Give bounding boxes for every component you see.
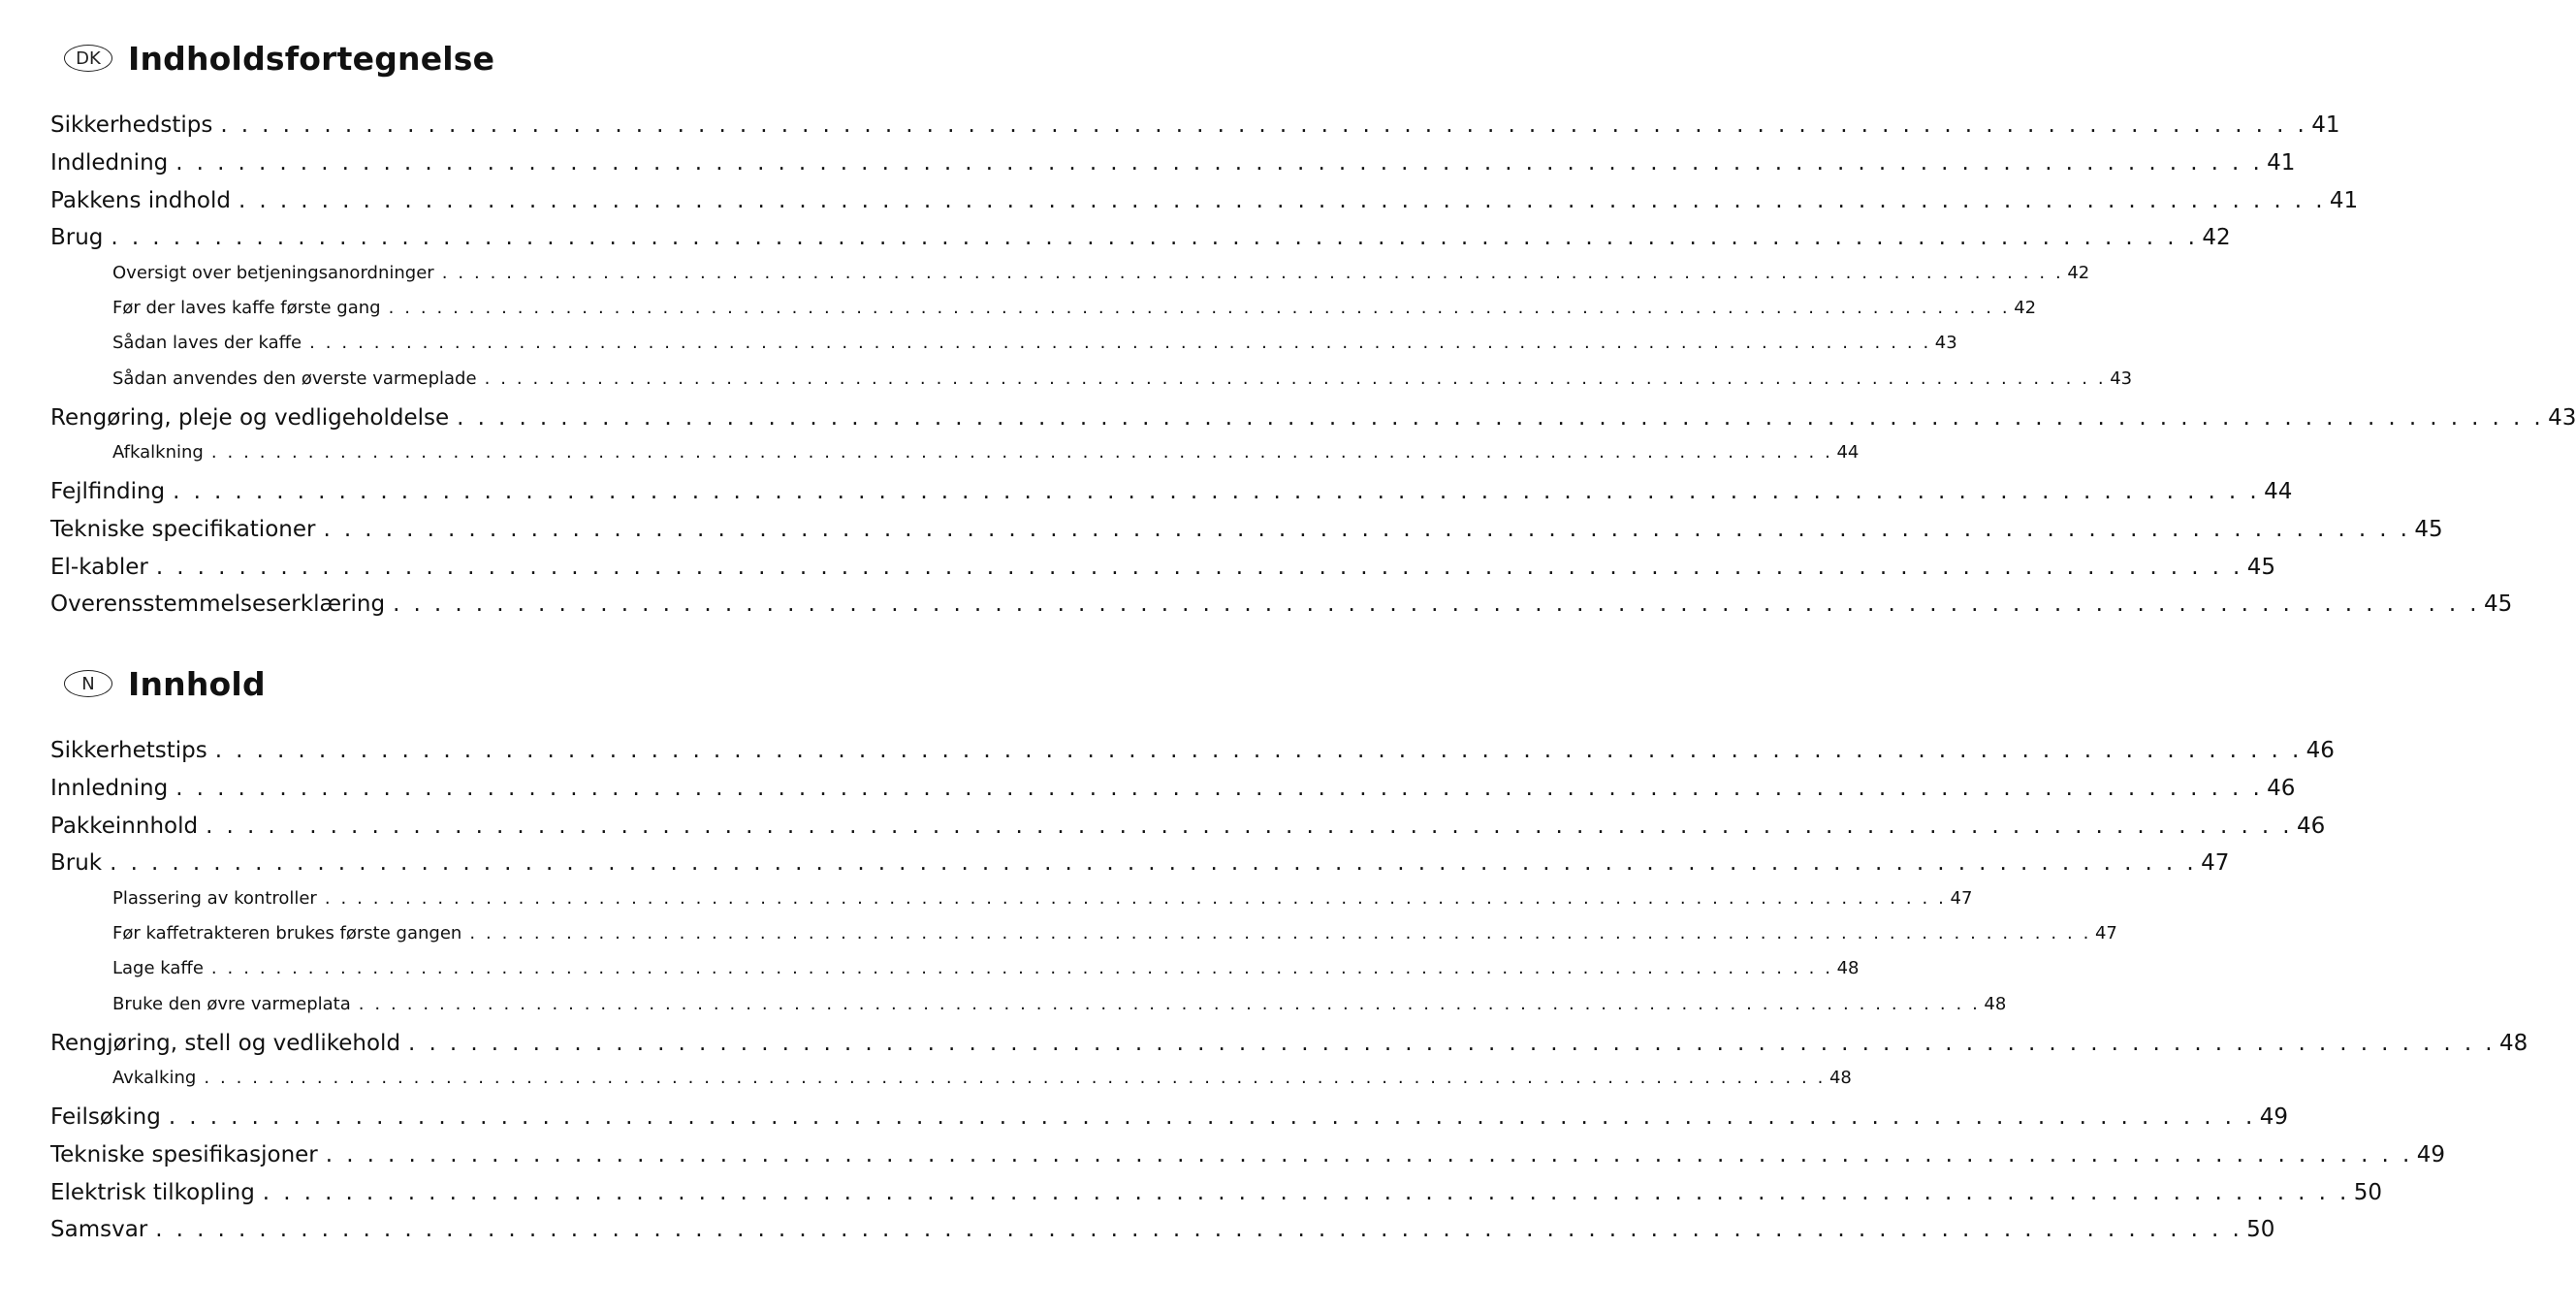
dot-leader: . . . . . . . . . . . . . . . . . . . . . . . . . . . . . . . . . . . . . . . . . . . . . . . . . . . . . . . . . . . . . . . . . . . . . . . . . . . . . . . . . . . . . . . . . . . . . . . . . . . . . <box>238 187 2326 213</box>
toc-entry <box>50 187 2359 219</box>
toc-entry-label: Indledning <box>50 149 169 176</box>
toc-entry <box>50 813 2326 845</box>
toc-entry-label: Før der laves kaffe første gang <box>112 298 381 319</box>
toc-subentry <box>112 923 2117 948</box>
toc-page-number: 48 <box>1829 1068 1852 1088</box>
dot-leader: . . . . . . . . . . . . . . . . . . . . . . . . . . . . . . . . . . . . . . . . . . . . . . . . . . . . . . . . . . . . . . . . . . . . . . . . . . . . . . . . . . . . . . . . . . . . . . . . . . . . . <box>408 1030 2496 1056</box>
toc-entry-label: Rengjøring, stell og vedlikehold <box>50 1030 401 1056</box>
dot-leader: . . . . . . . . . . . . . . . . . . . . . . . . . . . . . . . . . . . . . . . . . . . . . . . . . . . . . . . . . . . . . . . . . . . . . . . . . . . . . . . . . . . . . . . . . . . . . . . . . . . . . <box>220 112 2308 138</box>
toc-page-number: 50 <box>2353 1179 2382 1205</box>
dot-leader: . . . . . . . . . . . . . . . . . . . . . . . . . . . . . . . . . . . . . . . . . . . . . . . . . . . . . . . . . . . . . . . . . . . . . . . . . . . . . . . . . . . . . . . . . . . . . . . . . . . . . <box>155 554 2243 580</box>
toc-page-number: 48 <box>1984 993 2007 1014</box>
dot-leader: . . . . . . . . . . . . . . . . . . . . . . . . . . . . . . . . . . . . . . . . . . . . . . . . . . . . . . . . . . . . . . . . . . . . . . . . . . . . . . . . . . . . . . . . . . . . . . . . . . . . . <box>309 333 1931 354</box>
toc-page-number: 48 <box>2498 1030 2528 1056</box>
toc-entry-label: Overensstemmelseserklæring <box>50 592 386 618</box>
toc-subentry <box>112 887 1973 913</box>
toc-entry-label: Fejlfinding <box>50 479 166 504</box>
toc-page-number: 42 <box>2067 262 2090 283</box>
dot-leader: . . . . . . . . . . . . . . . . . . . . . . . . . . . . . . . . . . . . . . . . . . . . . . . . . . . . . . . . . . . . . . . . . . . . . . . . . . . . . . . . . . . . . . . . . . . . . . . . . . . . . <box>210 958 1833 979</box>
toc-entry <box>50 516 2443 548</box>
toc-page-number: 50 <box>2246 1217 2275 1243</box>
dot-leader: . . . . . . . . . . . . . . . . . . . . . . . . . . . . . . . . . . . . . . . . . . . . . . . . . . . . . . . . . . . . . . . . . . . . . . . . . . . . . . . . . . . . . . . . . . . . . . . . . . . . . <box>262 1179 2350 1205</box>
language-badge: N <box>64 670 112 697</box>
toc-page-number: 46 <box>2267 775 2296 801</box>
toc-page-number: 45 <box>2414 516 2443 542</box>
toc-entry-label: Plassering av kontroller <box>112 887 317 909</box>
toc-entry <box>50 775 2296 807</box>
toc-entry <box>50 738 2335 769</box>
toc-entry-label: Pakkens indhold <box>50 187 231 213</box>
section-title: Innhold <box>128 664 266 703</box>
toc-page-number: 43 <box>2548 404 2576 431</box>
dot-leader: . . . . . . . . . . . . . . . . . . . . . . . . . . . . . . . . . . . . . . . . . . . . . . . . . . . . . . . . . . . . . . . . . . . . . . . . . . . . . . . . . . . . . . . . . . . . . . . . . . . . . <box>168 1104 2256 1130</box>
dot-leader: . . . . . . . . . . . . . . . . . . . . . . . . . . . . . . . . . . . . . . . . . . . . . . . . . . . . . . . . . . . . . . . . . . . . . . . . . . . . . . . . . . . . . . . . . . . . . . . . . . . . . <box>210 442 1833 463</box>
dot-leader: . . . . . . . . . . . . . . . . . . . . . . . . . . . . . . . . . . . . . . . . . . . . . . . . . . . . . . . . . . . . . . . . . . . . . . . . . . . . . . . . . . . . . . . . . . . . . . . . . . . . . <box>173 479 2261 504</box>
toc-page-number: 44 <box>2264 479 2293 504</box>
dot-leader: . . . . . . . . . . . . . . . . . . . . . . . . . . . . . . . . . . . . . . . . . . . . . . . . . . . . . . . . . . . . . . . . . . . . . . . . . . . . . . . . . . . . . . . . . . . . . . . . . . . . . <box>484 368 2107 389</box>
toc-entry-label: Avkalking <box>112 1068 197 1088</box>
toc-entry-label: Rengøring, pleje og vedligeholdelse <box>50 404 450 431</box>
dot-leader: . . . . . . . . . . . . . . . . . . . . . . . . . . . . . . . . . . . . . . . . . . . . . . . . . . . . . . . . . . . . . . . . . . . . . . . . . . . . . . . . . . . . . . . . . . . . . . . . . . . . . <box>323 516 2411 542</box>
dot-leader: . . . . . . . . . . . . . . . . . . . . . . . . . . . . . . . . . . . . . . . . . . . . . . . . . . . . . . . . . . . . . . . . . . . . . . . . . . . . . . . . . . . . . . . . . . . . . . . . . . . . . <box>155 1217 2243 1243</box>
dot-leader: . . . . . . . . . . . . . . . . . . . . . . . . . . . . . . . . . . . . . . . . . . . . . . . . . . . . . . . . . . . . . . . . . . . . . . . . . . . . . . . . . . . . . . . . . . . . . . . . . . . . . <box>175 775 2264 801</box>
toc-subentry <box>112 442 1860 467</box>
toc-page-number: 48 <box>1836 958 1860 979</box>
section-title: Indholdsfortegnelse <box>128 39 495 78</box>
dot-leader: . . . . . . . . . . . . . . . . . . . . . . . . . . . . . . . . . . . . . . . . . . . . . . . . . . . . . . . . . . . . . . . . . . . . . . . . . . . . . . . . . . . . . . . . . . . . . . . . . . . . . <box>175 149 2264 176</box>
language-badge: DK <box>64 45 112 72</box>
toc-entry-label: Tekniske spesifikasjoner <box>50 1141 318 1167</box>
toc-entry-label: Samsvar <box>50 1217 148 1243</box>
toc-entry-label: Før kaffetrakteren brukes første gangen <box>112 923 462 944</box>
toc-page-number: 47 <box>2094 923 2117 944</box>
toc-entry-label: Oversigt over betjeningsanordninger <box>112 262 434 283</box>
dot-leader: . . . . . . . . . . . . . . . . . . . . . . . . . . . . . . . . . . . . . . . . . . . . . . . . . . . . . . . . . . . . . . . . . . . . . . . . . . . . . . . . . . . . . . . . . . . . . . . . . . . . . <box>325 1141 2413 1167</box>
toc-subentry <box>112 298 2037 323</box>
dot-leader: . . . . . . . . . . . . . . . . . . . . . . . . . . . . . . . . . . . . . . . . . . . . . . . . . . . . . . . . . . . . . . . . . . . . . . . . . . . . . . . . . . . . . . . . . . . . . . . . . . . . . <box>457 404 2545 431</box>
dot-leader: . . . . . . . . . . . . . . . . . . . . . . . . . . . . . . . . . . . . . . . . . . . . . . . . . . . . . . . . . . . . . . . . . . . . . . . . . . . . . . . . . . . . . . . . . . . . . . . . . . . . . <box>469 923 2091 944</box>
toc-page-number: 47 <box>1950 887 1973 909</box>
toc-entry-label: Sikkerhetstips <box>50 738 207 763</box>
toc-entry-label: El-kabler <box>50 554 148 580</box>
toc-entry <box>50 592 2513 623</box>
toc-entry-label: Afkalkning <box>112 442 204 463</box>
dot-leader: . . . . . . . . . . . . . . . . . . . . . . . . . . . . . . . . . . . . . . . . . . . . . . . . . . . . . . . . . . . . . . . . . . . . . . . . . . . . . . . . . . . . . . . . . . . . . . . . . . . . . <box>441 262 2064 283</box>
toc-entry-label: Lage kaffe <box>112 958 204 979</box>
toc-page-number: 49 <box>2416 1141 2445 1167</box>
toc-entry <box>50 1179 2382 1211</box>
toc-page-number: 49 <box>2259 1104 2289 1130</box>
dot-leader: . . . . . . . . . . . . . . . . . . . . . . . . . . . . . . . . . . . . . . . . . . . . . . . . . . . . . . . . . . . . . . . . . . . . . . . . . . . . . . . . . . . . . . . . . . . . . . . . . . . . . <box>358 993 1981 1014</box>
toc-entry-label: Brug <box>50 225 104 251</box>
toc-entry <box>50 1104 2289 1135</box>
toc-page-number: 41 <box>2267 149 2296 176</box>
toc-subentry <box>112 993 2007 1019</box>
toc-subentry <box>112 958 1860 983</box>
toc-subentry <box>112 1068 1852 1093</box>
toc-entry-label: Feilsøking <box>50 1104 161 1130</box>
toc-entry <box>50 1217 2275 1248</box>
dot-leader: . . . . . . . . . . . . . . . . . . . . . . . . . . . . . . . . . . . . . . . . . . . . . . . . . . . . . . . . . . . . . . . . . . . . . . . . . . . . . . . . . . . . . . . . . . . . . . . . . . . . . <box>204 1068 1826 1088</box>
toc-entry <box>50 1030 2528 1062</box>
toc-entry-label: Innledning <box>50 775 169 801</box>
toc-page-number: 43 <box>2110 368 2133 389</box>
toc-entry-label: Elektrisk tilkopling <box>50 1179 255 1205</box>
toc-entry-label: Bruk <box>50 850 103 877</box>
toc-subentry <box>112 262 2090 288</box>
toc-entry <box>50 404 2576 436</box>
toc-entry <box>50 149 2296 181</box>
toc-entry-label: Sådan laves der kaffe <box>112 333 302 354</box>
section-header <box>64 662 266 705</box>
toc-page-number: 41 <box>2329 187 2359 213</box>
toc-entry <box>50 850 2230 881</box>
toc-entry <box>50 112 2340 144</box>
toc-entry <box>50 479 2293 510</box>
toc-page-number: 45 <box>2484 592 2513 618</box>
dot-leader: . . . . . . . . . . . . . . . . . . . . . . . . . . . . . . . . . . . . . . . . . . . . . . . . . . . . . . . . . . . . . . . . . . . . . . . . . . . . . . . . . . . . . . . . . . . . . . . . . . . . . <box>111 225 2199 251</box>
toc-subentry <box>112 333 1957 358</box>
section-header <box>64 37 494 80</box>
toc-page-number: 42 <box>2014 298 2037 319</box>
dot-leader: . . . . . . . . . . . . . . . . . . . . . . . . . . . . . . . . . . . . . . . . . . . . . . . . . . . . . . . . . . . . . . . . . . . . . . . . . . . . . . . . . . . . . . . . . . . . . . . . . . . . . <box>393 592 2480 618</box>
dot-leader: . . . . . . . . . . . . . . . . . . . . . . . . . . . . . . . . . . . . . . . . . . . . . . . . . . . . . . . . . . . . . . . . . . . . . . . . . . . . . . . . . . . . . . . . . . . . . . . . . . . . . <box>324 887 1947 909</box>
toc-page-number: 46 <box>2297 813 2326 839</box>
toc-page-number: 47 <box>2201 850 2230 877</box>
toc-entry-label: Tekniske specifikationer <box>50 516 316 542</box>
toc-entry-label: Bruke den øvre varmeplata <box>112 993 351 1014</box>
dot-leader: . . . . . . . . . . . . . . . . . . . . . . . . . . . . . . . . . . . . . . . . . . . . . . . . . . . . . . . . . . . . . . . . . . . . . . . . . . . . . . . . . . . . . . . . . . . . . . . . . . . . . <box>110 850 2198 877</box>
toc-page-number: 45 <box>2246 554 2276 580</box>
toc-page-number: 46 <box>2306 738 2335 763</box>
toc-entry <box>50 1141 2445 1173</box>
toc-entry <box>50 225 2231 256</box>
dot-leader: . . . . . . . . . . . . . . . . . . . . . . . . . . . . . . . . . . . . . . . . . . . . . . . . . . . . . . . . . . . . . . . . . . . . . . . . . . . . . . . . . . . . . . . . . . . . . . . . . . . . . <box>206 813 2294 839</box>
toc-subentry <box>112 368 2133 394</box>
toc-entry-label: Pakkeinnhold <box>50 813 199 839</box>
toc-page-number: 44 <box>1836 442 1860 463</box>
toc-entry-label: Sikkerhedstips <box>50 112 213 138</box>
toc-entry <box>50 554 2276 586</box>
toc-page-number: 42 <box>2202 225 2231 251</box>
toc-entry-label: Sådan anvendes den øverste varmeplade <box>112 368 477 389</box>
dot-leader: . . . . . . . . . . . . . . . . . . . . . . . . . . . . . . . . . . . . . . . . . . . . . . . . . . . . . . . . . . . . . . . . . . . . . . . . . . . . . . . . . . . . . . . . . . . . . . . . . . . . . <box>388 298 2011 319</box>
dot-leader: . . . . . . . . . . . . . . . . . . . . . . . . . . . . . . . . . . . . . . . . . . . . . . . . . . . . . . . . . . . . . . . . . . . . . . . . . . . . . . . . . . . . . . . . . . . . . . . . . . . . . <box>214 738 2303 763</box>
toc-page-number: 41 <box>2311 112 2340 138</box>
toc-page-number: 43 <box>1934 333 1957 354</box>
